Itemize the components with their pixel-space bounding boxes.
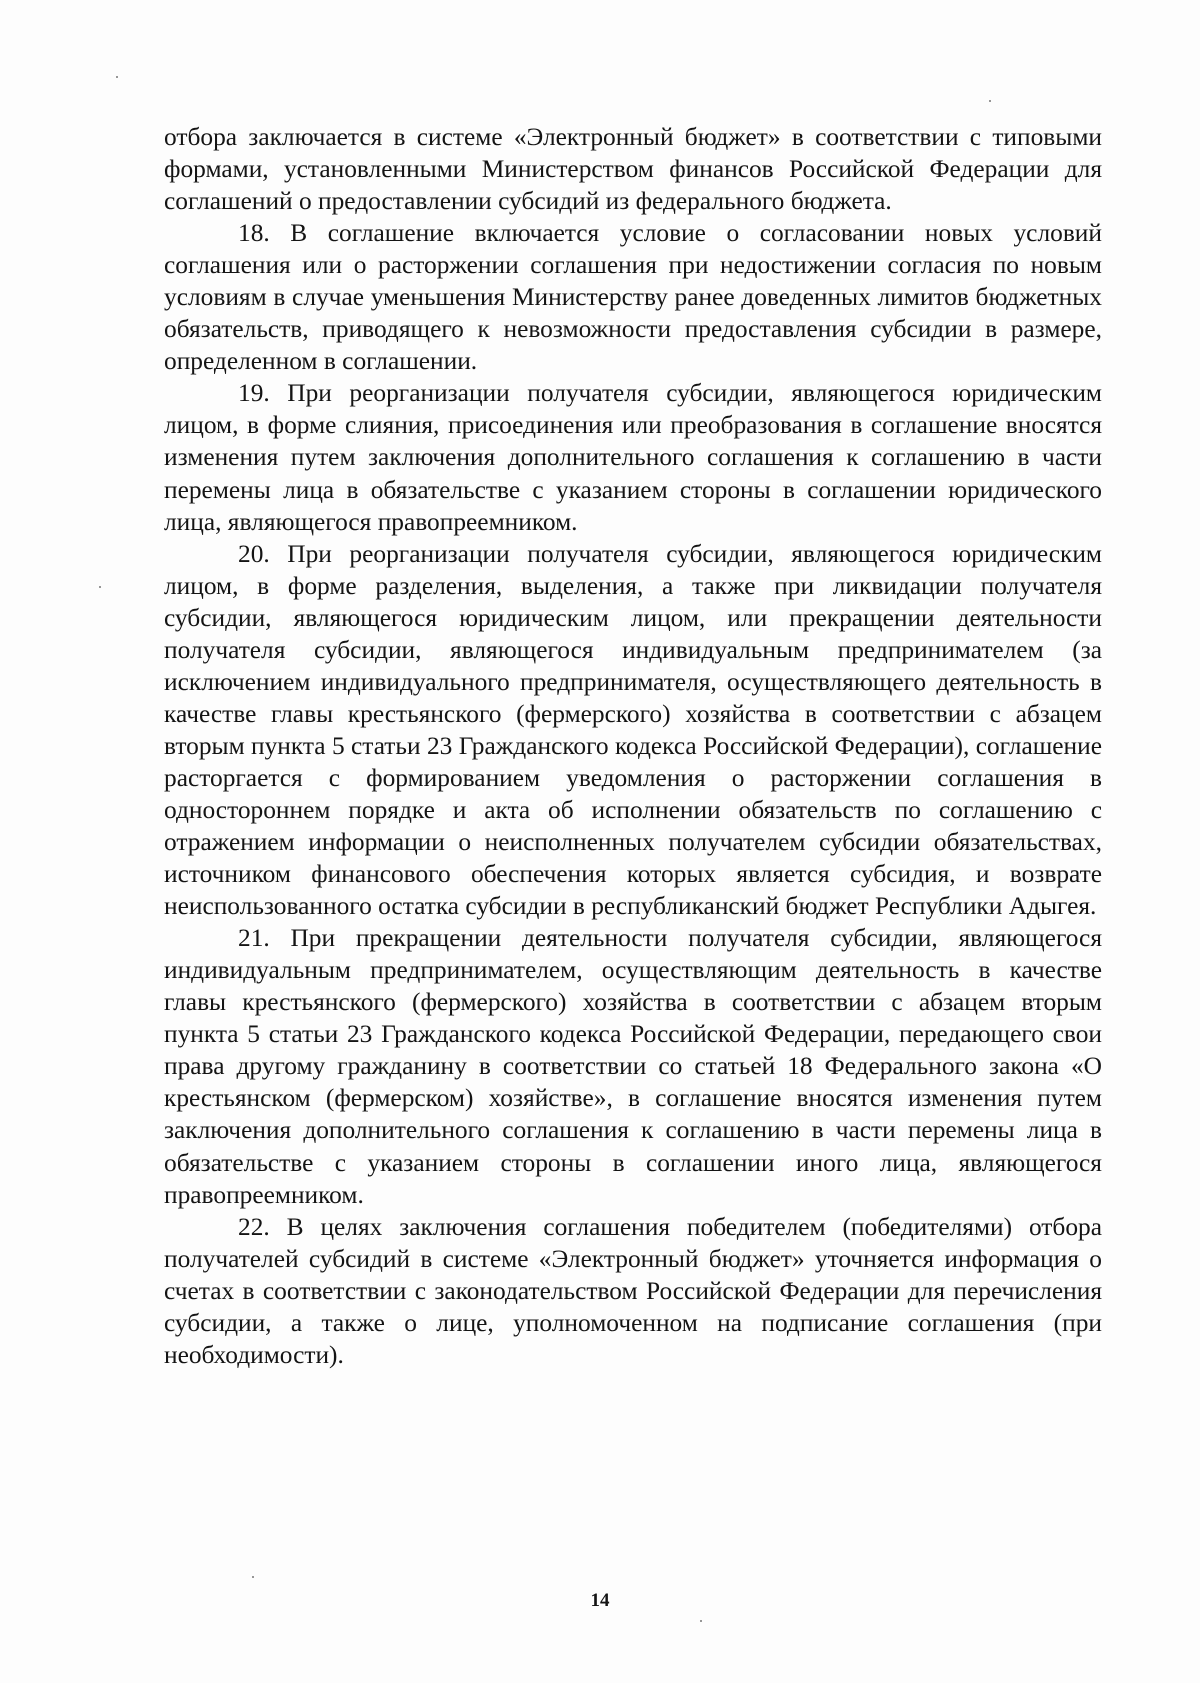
paragraph-continuation: отбора заключается в системе «Электронный бюджет» в соответствии с типовыми формами, установленными Министерством финансов Российской Федерации для соглашений о предоставлении субсидий из федерального бюджета. <box>164 123 1102 216</box>
page-number: 14 <box>590 1590 610 1611</box>
document-body <box>164 121 1102 1371</box>
scan-speck <box>989 100 991 102</box>
paragraph-22: 22. В целях заключения соглашения победителем (победителями) отбора получателей субсидий в системе «Электронный бюджет» уточняется информация о счетах в соответствии с законодательством Российской Федерации для перечисления субсидии, а также о лице, уполномоченном на подписание соглашения (при необходимости). <box>164 1212 1102 1369</box>
scan-speck <box>252 1576 254 1578</box>
paragraph-19: 19. При реорганизации получателя субсидии, являющегося юридическим лицом, в форме слияния, присоединения или преобразования в соглашение вносятся изменения путем заключения дополнительного соглашения к соглашению в части перемены лица в обязательстве с указанием стороны в соглашении юридического лица, являющегося правопреемником. <box>164 379 1102 536</box>
scan-speck <box>99 586 101 588</box>
paragraph-20: 20. При реорганизации получателя субсидии, являющегося юридическим лицом, в форме разделения, выделения, а также при ликвидации получателя субсидии, являющегося юридическим лицом, или прекращении деятельности получателя субсидии, являющегося индивидуальным предпринимателем (за исключением индивидуального предпринимателя, осуществляющего деятельность в качестве главы крестьянского (фермерского) хозяйства в соответствии с абзацем вторым пункта 5 статьи 23 Гражданского кодекса Российской Федерации), соглашение расторгается с формированием уведомления о расторжении соглашения в одностороннем порядке и акта об исполнении обязательств по соглашению с отражением информации о неисполненных получателем субсидии обязательствах, источником финансового обеспечения которых является субсидия, и возврате неиспользованного остатка субсидии в республиканский бюджет Республики Адыгея. <box>164 539 1102 921</box>
paragraph-21: 21. При прекращении деятельности получателя субсидии, являющегося индивидуальным предпринимателем, осуществляющим деятельность в качестве главы крестьянского (фермерского) хозяйства в соответствии с абзацем вторым пункта 5 статьи 23 Гражданского кодекса Российской Федерации, передающего свои права другому гражданину в соответствии со статьей 18 Федерального закона «О крестьянском (фермерском) хозяйстве», в соглашение вносятся изменения путем заключения дополнительного соглашения к соглашению в части перемены лица в обязательстве с указанием стороны в соглашении иного лица, являющегося правопреемником. <box>164 924 1102 1209</box>
scan-speck <box>116 76 118 78</box>
scan-speck <box>700 1620 702 1622</box>
paragraph-18: 18. В соглашение включается условие о согласовании новых условий соглашения или о расторжении соглашения при недостижении согласия по новым условиям в случае уменьшения Министерству ранее доведенных лимитов бюджетных обязательств, приводящего к невозможности предоставления субсидии в размере, определенном в соглашении. <box>164 219 1102 376</box>
